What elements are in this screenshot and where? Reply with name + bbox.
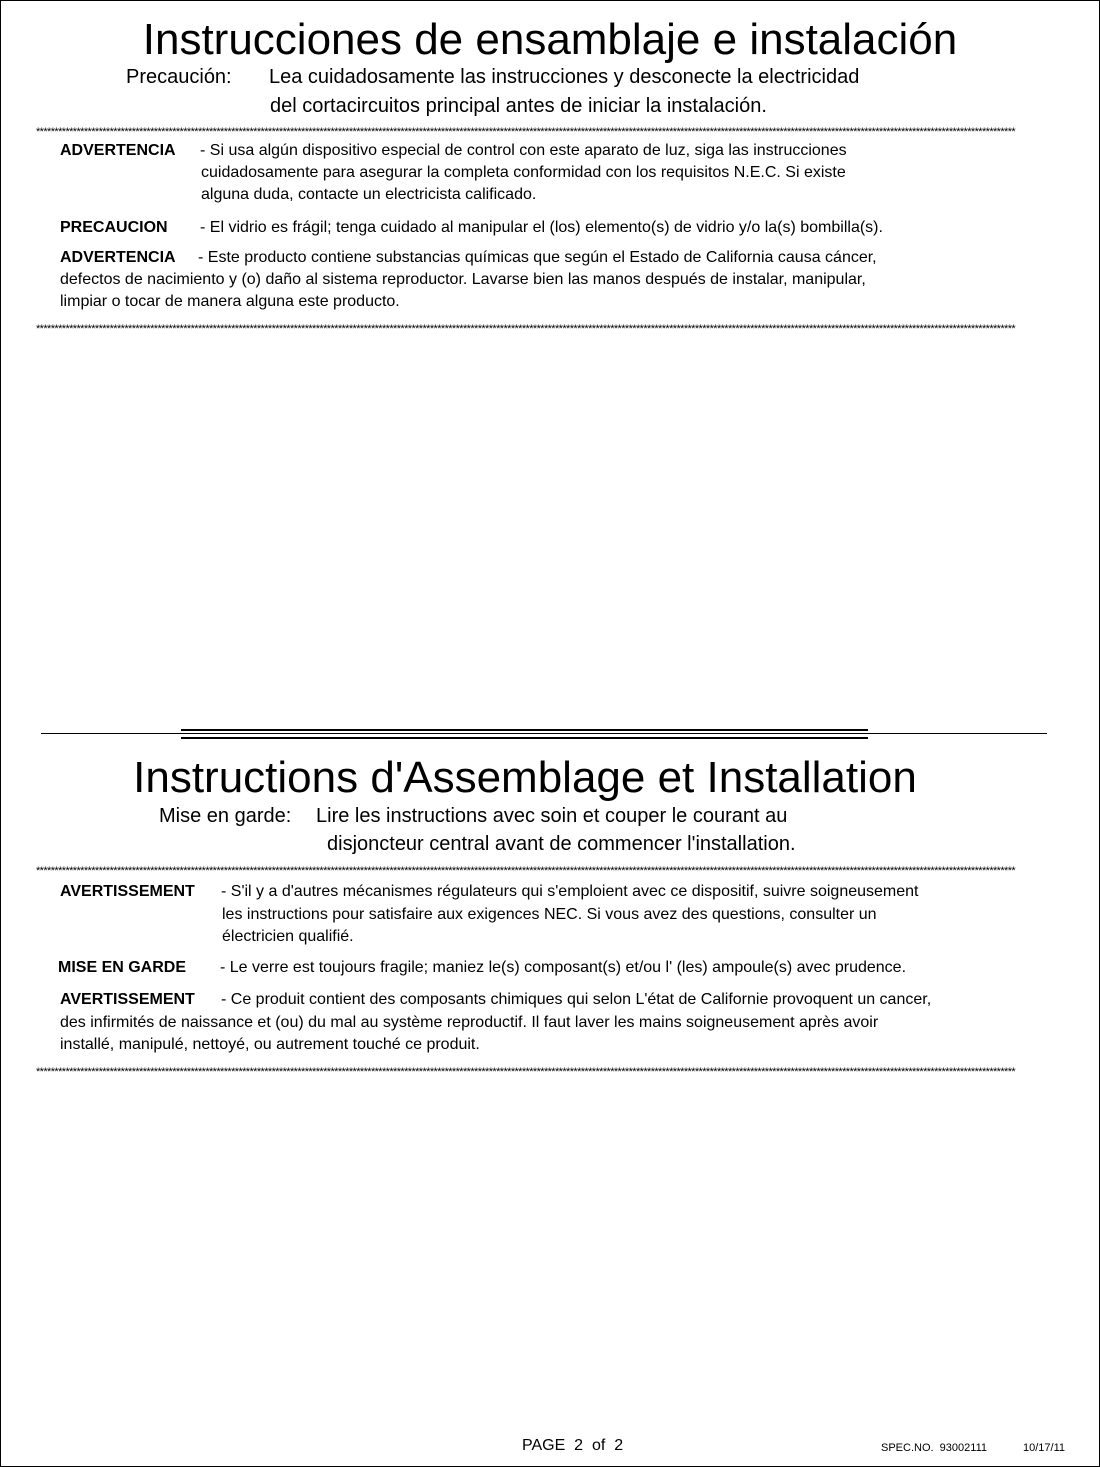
french-warning1-line2: les instructions pour satisfaire aux exigences NEC. Si vous avez des questions, consulter un bbox=[222, 906, 877, 923]
french-caution-line2: disjoncteur central avant de commencer l'installation. bbox=[327, 833, 796, 855]
divider-line bbox=[41, 733, 1047, 734]
french-warning2-line2: des infirmités de naissance et (ou) du mal au système reproductif. Il faut laver les mains soigneusement après avoir bbox=[60, 1014, 879, 1031]
french-title: Instructions d'Assemblage et Installation bbox=[133, 753, 917, 802]
document-date: 10/17/11 bbox=[1023, 1442, 1066, 1454]
page-number: PAGE 2 of 2 bbox=[522, 1437, 624, 1454]
spanish-caution-label-bold: PRECAUCION bbox=[60, 219, 168, 236]
separator-stars: ************************************************************************************************************************************************************************************************************************************************************************** bbox=[36, 866, 1016, 876]
french-caution-line1: Lire les instructions avec soin et couper le courant au bbox=[316, 805, 788, 827]
spanish-caution-text: - El vidrio es frágil; tenga cuidado al manipular el (los) elemento(s) de vidrio y/o la(s) bombilla(s). bbox=[200, 219, 883, 236]
spanish-warning2-line3: limpiar o tocar de manera alguna este producto. bbox=[60, 293, 400, 310]
spanish-title: Instrucciones de ensamblaje e instalación bbox=[142, 15, 958, 64]
spanish-warning1-line2: cuidadosamente para asegurar la completa conformidad con los requisitos N.E.C. Si existe bbox=[201, 164, 846, 181]
separator-stars: ************************************************************************************************************************************************************************************************************************************************************************** bbox=[36, 1067, 1016, 1077]
separator-stars: ************************************************************************************************************************************************************************************************************************************************************************** bbox=[36, 324, 1016, 334]
french-warning1-label: AVERTISSEMENT bbox=[60, 883, 195, 900]
french-caution-text: - Le verre est toujours fragile; maniez le(s) composant(s) et/ou l' (les) ampoule(s) avec prudence. bbox=[220, 959, 907, 976]
spanish-warning1-line1: - Si usa algún dispositivo especial de control con este aparato de luz, siga las instrucciones bbox=[200, 142, 847, 159]
divider-double-bottom bbox=[181, 737, 868, 739]
spanish-caution-line1: Lea cuidadosamente las instrucciones y desconecte la electricidad bbox=[269, 66, 860, 88]
spec-number: SPEC.NO. 93002111 bbox=[881, 1442, 987, 1454]
spanish-warning2-label: ADVERTENCIA bbox=[60, 249, 176, 266]
french-caution-label-bold: MISE EN GARDE bbox=[58, 959, 187, 976]
spanish-warning1-line3: alguna duda, contacte un electricista calificado. bbox=[201, 186, 537, 203]
spanish-warning2-line1: - Este producto contiene substancias químicas que según el Estado de California causa cáncer, bbox=[198, 249, 877, 266]
french-warning2-line1: - Ce produit contient des composants chimiques qui selon L'état de Californie provoquent un cancer, bbox=[221, 991, 932, 1008]
spanish-warning2-line2: defectos de nacimiento y (o) daño al sistema reproductor. Lavarse bien las manos después de instalar, manipular, bbox=[60, 271, 866, 288]
french-warning1-line3: électricien qualifié. bbox=[222, 928, 354, 945]
french-warning2-label: AVERTISSEMENT bbox=[60, 991, 195, 1008]
spanish-caution-line2: del cortacircuitos principal antes de iniciar la instalación. bbox=[270, 95, 767, 117]
french-warning1-line1: - S'il y a d'autres mécanismes régulateurs qui s'emploient avec ce dispositif, suivre soigneusement bbox=[221, 883, 919, 900]
spanish-warning1-label: ADVERTENCIA bbox=[60, 142, 176, 159]
spanish-caution-label: Precaución: bbox=[126, 66, 232, 88]
separator-stars: ************************************************************************************************************************************************************************************************************************************************************************** bbox=[36, 127, 1016, 137]
divider-double-top bbox=[181, 729, 868, 731]
french-warning2-line3: installé, manipulé, nettoyé, ou autrement touché ce produit. bbox=[60, 1036, 480, 1053]
french-caution-label: Mise en garde: bbox=[159, 805, 292, 827]
